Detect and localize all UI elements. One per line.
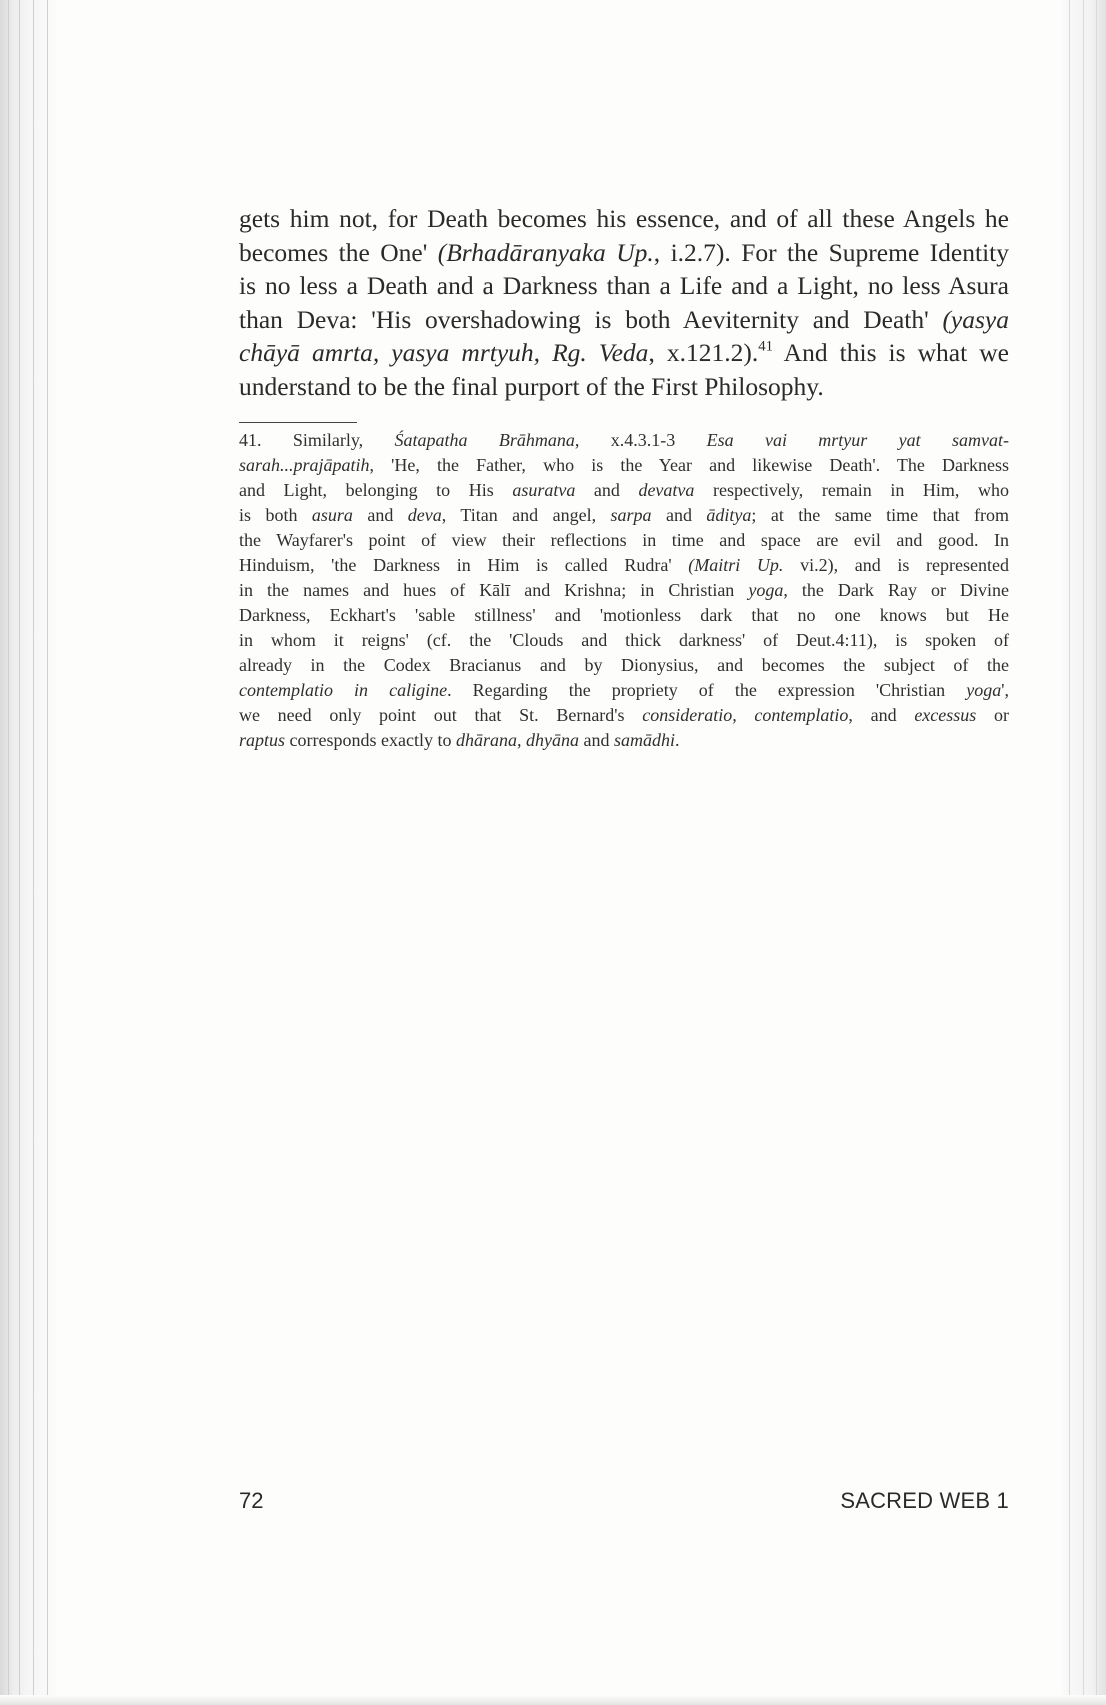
body-line xyxy=(239,303,1009,337)
italic-run: consideratio, contemplatio xyxy=(642,705,849,725)
text-run: And this is what we xyxy=(773,338,1009,367)
text-run: , 'He, the Father, who is the Year and likewise Death'. The Darkness xyxy=(369,455,1009,475)
text-run: vi.2), and is represented xyxy=(783,555,1009,575)
running-head: SACRED WEB 1 xyxy=(840,1488,1009,1513)
footnote-line xyxy=(239,678,1009,703)
text-run: is both xyxy=(239,505,312,525)
text-run: corresponds exactly to xyxy=(285,730,456,750)
text-run: than Deva: 'His overshadowing is both Aeviternity and Death' xyxy=(239,304,943,334)
footnote-rule xyxy=(239,422,357,423)
text-run: . Regarding the propriety of the expression 'Christian xyxy=(447,680,967,700)
text-run: , and xyxy=(848,705,915,725)
text-run: . xyxy=(674,730,680,750)
body-line xyxy=(239,269,1009,303)
text-run: , x.121.2). xyxy=(648,338,759,367)
body-line xyxy=(239,202,1009,236)
text-run: ; at the same time that from xyxy=(751,505,1009,525)
italic-run: contemplatio in caligine xyxy=(239,680,448,700)
italic-run: (Maitri Up. xyxy=(688,555,784,575)
italic-run: (yasya xyxy=(942,304,1009,334)
text-run: the Wayfarer's point of view their reflections in time and space are evil and good. In xyxy=(239,530,1009,550)
text-run: is no less a Death and a Darkness than a Life and a Light, no less Asura xyxy=(239,271,1009,300)
footnote-line xyxy=(239,528,1009,553)
text-run: in the names and hues of Kālī and Krishna; in Christian xyxy=(239,580,749,600)
body-line xyxy=(239,236,1009,270)
footnote-line xyxy=(239,478,1009,503)
italic-run: āditya xyxy=(706,505,752,525)
italic-run: asuratva xyxy=(512,480,576,500)
text-run: already in the Codex Bracianus and by Dionysius, and becomes the subject of the xyxy=(239,655,1009,675)
text-run: or xyxy=(976,705,1009,725)
italic-run: (Brhadāranyaka Up. xyxy=(437,237,654,267)
page-left-shadow xyxy=(0,0,56,1705)
italic-run: dhārana, dhyāna xyxy=(455,730,579,750)
text-run: we need only point out that St. Bernard's xyxy=(239,705,643,725)
footnote-line xyxy=(239,578,1009,603)
text-run: ', xyxy=(1001,680,1009,700)
italic-run: asura xyxy=(311,505,353,525)
footnote-line xyxy=(239,503,1009,528)
footnote-line xyxy=(239,553,1009,578)
text-run: , Titan and angel, xyxy=(441,505,611,525)
footnote-line xyxy=(239,728,1009,753)
page-right-shadow xyxy=(1062,0,1106,1705)
body-line xyxy=(239,336,1009,370)
text-run: understand to be the final purport of the First Philosophy. xyxy=(239,371,824,401)
text-run: Darkness, Eckhart's 'sable stillness' and 'motionless dark that no one knows but He xyxy=(239,605,1009,625)
text-run: , i.2.7). For the Supreme Identity xyxy=(653,237,1009,267)
italic-run: yoga xyxy=(748,580,784,600)
footnote-line xyxy=(239,703,1009,728)
body-paragraph xyxy=(239,202,1009,403)
italic-run: samādhi xyxy=(613,730,675,750)
footnote-line xyxy=(239,653,1009,678)
text-run: and Light, belonging to His xyxy=(239,480,513,500)
footnote-line xyxy=(239,628,1009,653)
footnote-line xyxy=(239,603,1009,628)
italic-run: Śatapatha Brāhmana xyxy=(394,430,575,450)
page-bottom-shadow xyxy=(0,1695,1106,1705)
footnote-line xyxy=(239,428,1009,453)
body-line xyxy=(239,370,1009,404)
text-run: in whom it reigns' (cf. the 'Clouds and thick darkness' of Deut.4:11), is spoken of xyxy=(239,630,1009,650)
text-run: , x.4.3.1-3 xyxy=(574,430,707,450)
text-run: and xyxy=(352,505,408,525)
italic-run: Esa vai mrtyur yat samvat- xyxy=(706,430,1009,450)
footnote-reference: 41 xyxy=(758,338,774,355)
italic-run: sarah...prajāpatih xyxy=(239,455,370,475)
footnote-line xyxy=(239,453,1009,478)
text-run: respectively, remain in Him, who xyxy=(694,480,1009,500)
italic-run: raptus xyxy=(239,730,286,750)
text-run: 41. Similarly, xyxy=(239,430,395,450)
italic-run: chāyā amrta, yasya mrtyuh, Rg. Veda xyxy=(239,338,649,367)
text-run: gets him not, for Death becomes his essence, and of all these Angels he xyxy=(239,204,1009,233)
text-run: and xyxy=(578,730,614,750)
italic-run: excessus xyxy=(914,705,977,725)
footnote-41 xyxy=(239,428,1009,753)
text-run: and xyxy=(575,480,639,500)
italic-run: deva xyxy=(407,505,442,525)
italic-run: yoga xyxy=(966,680,1002,700)
text-run: becomes the One' xyxy=(239,237,438,267)
italic-run: devatva xyxy=(638,480,695,500)
text-run: , the Dark Ray or Divine xyxy=(783,580,1010,600)
italic-run: sarpa xyxy=(610,505,652,525)
page-number: 72 xyxy=(239,1488,264,1513)
text-run: and xyxy=(651,505,707,525)
text-run: Hinduism, 'the Darkness in Him is called Rudra' xyxy=(239,555,689,575)
